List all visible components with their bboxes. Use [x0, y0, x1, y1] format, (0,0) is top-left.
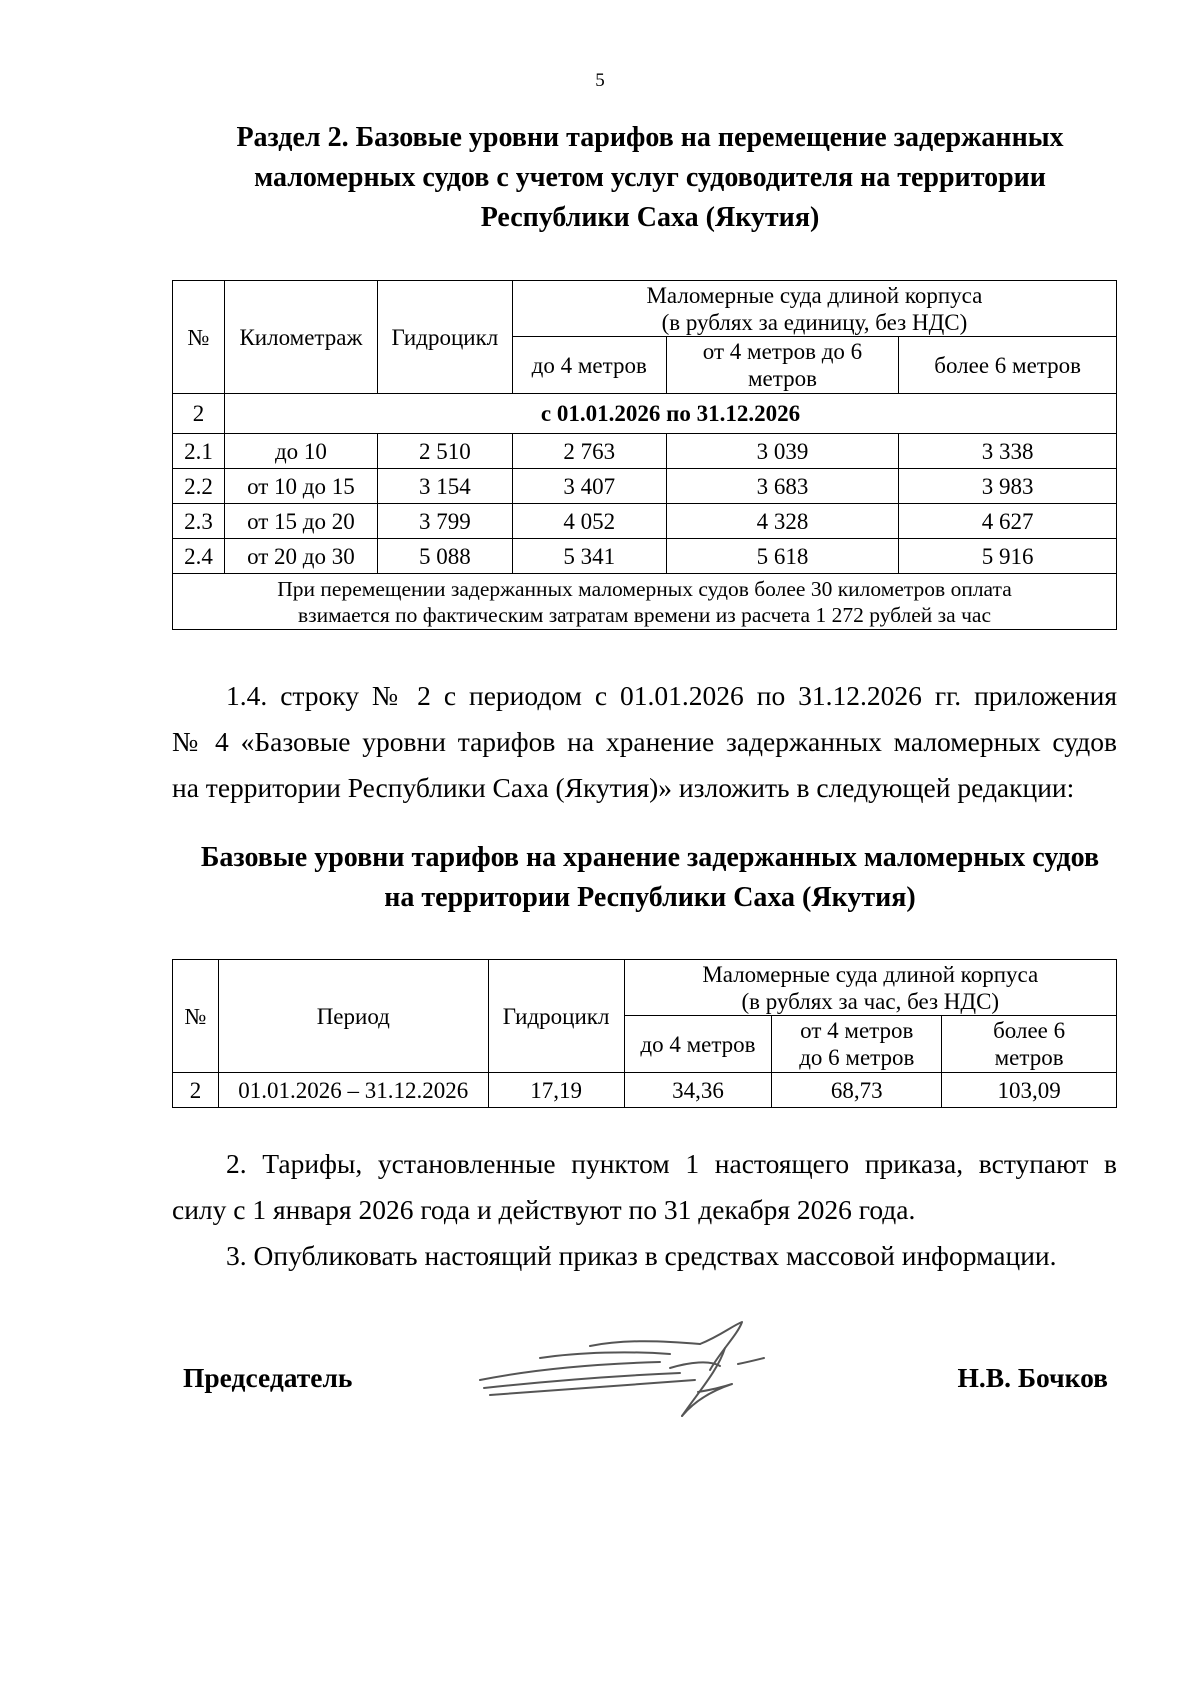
paragraph-line: 3. Опубликовать настоящий приказ в средствах массовой информации. [226, 1240, 1057, 1271]
period-row-no: 2 [173, 394, 225, 434]
table-header-row [173, 960, 1117, 1016]
header-sub1: до 4 метров [624, 1016, 772, 1073]
storage-tariff-table [172, 959, 1117, 1108]
row-c2: 3 683 [666, 469, 899, 504]
row-no: 2.1 [173, 434, 225, 469]
header-no: № [173, 281, 225, 394]
header-boats-group [512, 281, 1116, 337]
row-c2: 68,73 [772, 1073, 942, 1108]
header-boats-group [624, 960, 1116, 1016]
paragraph-line: 1.4. строку № 2 с периодом с 01.01.2026 по 31.12.2026 гг. приложения [226, 680, 1117, 711]
header-group-line: Маломерные суда длиной корпуса [646, 282, 983, 308]
row-period: 01.01.2026 – 31.12.2026 [218, 1073, 488, 1108]
note-row [173, 574, 1117, 630]
row-jet: 3 154 [377, 469, 512, 504]
signatory-name: Н.В. Бочков [957, 1362, 1108, 1393]
row-c1: 4 052 [512, 504, 666, 539]
header-sub2-line: метров [747, 366, 817, 391]
section2-title-line: Раздел 2. Базовые уровни тарифов на перемещение задержанных [236, 122, 1064, 153]
period-row-label: с 01.01.2026 по 31.12.2026 [224, 394, 1116, 434]
header-sub2 [772, 1016, 942, 1073]
paragraph-line: № 4 «Базовые уровни тарифов на хранение задержанных маломерных судов [172, 726, 1117, 757]
row-km: от 15 до 20 [224, 504, 377, 539]
header-sub2-line: от 4 метров [800, 1018, 914, 1043]
row-c3: 3 983 [899, 469, 1117, 504]
moving-tariff-table [172, 280, 1117, 630]
row-c3: 103,09 [942, 1073, 1117, 1108]
row-jet: 17,19 [488, 1073, 624, 1108]
table-row [173, 434, 1117, 469]
row-km: от 10 до 15 [224, 469, 377, 504]
table-row [173, 504, 1117, 539]
header-sub3 [942, 1016, 1117, 1073]
header-sub3-line: метров [994, 1045, 1064, 1070]
row-c2: 4 328 [666, 504, 899, 539]
header-period: Период [218, 960, 488, 1073]
row-c3: 4 627 [899, 504, 1117, 539]
table-row [173, 539, 1117, 574]
row-km: от 20 до 30 [224, 539, 377, 574]
header-sub2-line: до 6 метров [799, 1045, 915, 1070]
storage-title [170, 838, 1130, 918]
row-c1: 5 341 [512, 539, 666, 574]
row-c2: 3 039 [666, 434, 899, 469]
row-no: 2.2 [173, 469, 225, 504]
header-sub3-line: более 6 [993, 1018, 1066, 1043]
header-group-line: (в рублях за единицу, без НДС) [661, 309, 968, 335]
page-number: 5 [595, 70, 605, 91]
row-no: 2 [173, 1073, 219, 1108]
row-c2: 5 618 [666, 539, 899, 574]
header-jet: Гидроцикл [377, 281, 512, 394]
row-jet: 3 799 [377, 504, 512, 539]
row-no: 2.4 [173, 539, 225, 574]
header-sub1: до 4 метров [512, 337, 666, 394]
section2-title-line: маломерных судов с учетом услуг судоводителя на территории [254, 162, 1046, 193]
table-row [173, 469, 1117, 504]
note-line: взимается по фактическим затратам времени из расчета 1 272 рублей за час [298, 602, 991, 627]
header-km: Километраж [224, 281, 377, 394]
row-c3: 3 338 [899, 434, 1117, 469]
header-group-line: Маломерные суда длиной корпуса [702, 961, 1039, 987]
row-km: до 10 [224, 434, 377, 469]
header-no: № [173, 960, 219, 1073]
signatory-position: Председатель [183, 1362, 353, 1393]
row-c1: 2 763 [512, 434, 666, 469]
period-row [173, 394, 1117, 434]
row-no: 2.3 [173, 504, 225, 539]
row-jet: 5 088 [377, 539, 512, 574]
note-cell [173, 574, 1117, 630]
table-header-row [173, 281, 1117, 337]
row-jet: 2 510 [377, 434, 512, 469]
storage-title-line: на территории Республики Саха (Якутия) [384, 882, 916, 913]
row-c1: 3 407 [512, 469, 666, 504]
storage-title-line: Базовые уровни тарифов на хранение задержанных маломерных судов [200, 842, 1100, 873]
header-sub2-line: от 4 метров до 6 [702, 339, 863, 364]
table-row [173, 1073, 1117, 1108]
row-c3: 5 916 [899, 539, 1117, 574]
note-line: При перемещении задержанных маломерных судов более 30 километров оплата [277, 576, 1012, 601]
header-sub3: более 6 метров [899, 337, 1117, 394]
section2-title [170, 118, 1130, 238]
header-group-line: (в рублях за час, без НДС) [741, 988, 1000, 1014]
paragraph-line: 2. Тарифы, установленные пунктом 1 настоящего приказа, вступают в [226, 1148, 1117, 1179]
row-c1: 34,36 [624, 1073, 772, 1108]
header-jet: Гидроцикл [488, 960, 624, 1073]
header-sub2 [666, 337, 899, 394]
signature-graphic [470, 1318, 790, 1428]
paragraph-line: силу с 1 января 2026 года и действуют по 31 декабря 2026 года. [172, 1194, 916, 1225]
section2-title-line: Республики Саха (Якутия) [480, 202, 820, 233]
paragraph-3 [172, 1233, 1117, 1279]
paragraph-line: на территории Республики Саха (Якутия)» изложить в следующей редакции: [172, 772, 1075, 803]
paragraph-1-4 [172, 673, 1117, 811]
paragraph-2 [172, 1141, 1117, 1233]
